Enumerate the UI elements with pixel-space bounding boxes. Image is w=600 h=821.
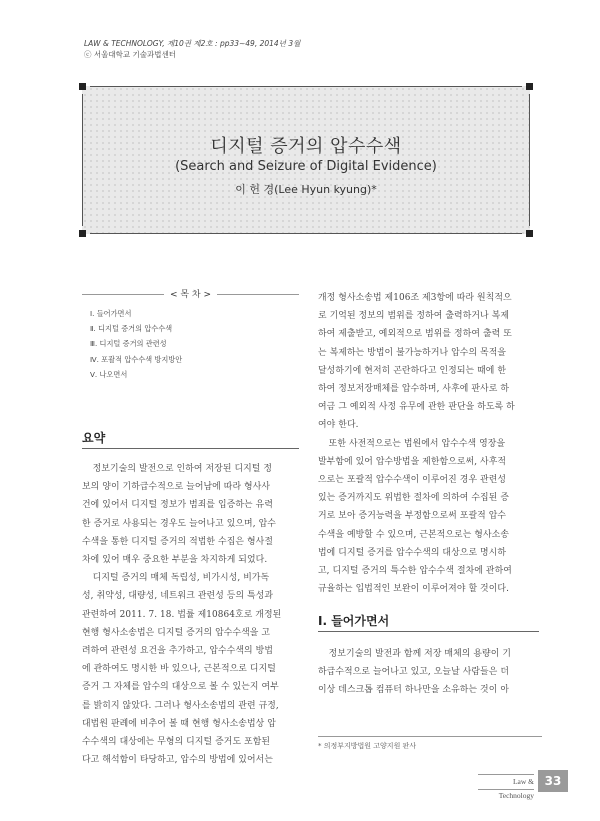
text-line: 으로는 포괄적 압수수색이 이루어진 경우 관련성: [318, 475, 507, 486]
text-line: 정보기술의 발전과 함께 저장 매체의 용량이 기: [328, 649, 511, 659]
journal-publisher: ⓒ 서울대학교 기술과법센터: [84, 50, 176, 59]
text-line: 하여 제출받고, 예외적으로 범위를 정하여 출력 또: [318, 329, 512, 340]
corner-mark: [526, 83, 533, 90]
text-line: 여야 한다.: [318, 420, 359, 431]
toc-item: Ⅲ. 디지털 증거의 관련성: [90, 339, 167, 349]
text-line: 에 관하여도 명시한 바 있으나, 근본적으로 디지털: [82, 664, 276, 675]
toc-heading: < 목 차 >: [169, 290, 212, 300]
text-line: 발부함에 있어 압수방법을 제한함으로써, 사후적: [318, 456, 507, 467]
text-line: 로 기억된 정보의 범위를 정하여 출력하거나 복제: [318, 311, 509, 322]
abstract-body: [82, 460, 302, 769]
title-box: [82, 86, 530, 234]
page-footer: [478, 770, 568, 800]
text-line: 하여 정보저장매체를 압수하며, 사후에 판사로 하: [318, 384, 509, 395]
text-line: 또한 사전적으로는 법원에서 압수수색 영장을: [328, 438, 506, 449]
text-line: 규율하는 입법적인 보완이 이루어져야 할 것이다.: [318, 584, 509, 595]
text-line: 성, 취약성, 대량성, 네트워크 관련성 등의 특성과: [82, 591, 274, 602]
section-rule: [318, 631, 539, 632]
toc-item: Ⅱ. 디지털 증거의 압수수색: [90, 324, 173, 334]
footnote-rule: [318, 736, 542, 737]
text-line: 차에 있어 매우 중요한 부분을 차지하게 되었다.: [82, 555, 268, 566]
intro-body: [318, 645, 542, 700]
text-line: 개정 형사소송법 제106조 제3항에 따라 원칙적으: [318, 293, 512, 303]
text-line: 대법원 판례에 비추어 볼 때 현행 형사소송법상 압: [82, 718, 276, 729]
abstract-heading: 요약: [82, 431, 106, 445]
text-line: 는 복제하는 방법이 불가능하거나 압수의 목적을: [318, 347, 507, 358]
author: 이 헌 경(Lee Hyun kyung)*: [235, 183, 377, 196]
text-line: 디지털 증거의 매체 독립성, 비가시성, 비가독: [92, 573, 270, 584]
toc-list: [90, 306, 182, 382]
abstract-body-continued: [318, 289, 542, 598]
frame-line: [90, 233, 522, 234]
text-line: 수색을 통한 디지털 증거의 적법한 수집은 형사절: [82, 536, 273, 547]
text-line: 수색을 예방할 수 있으며, 근본적으로는 형사소송: [318, 529, 509, 540]
text-line: 있는 증거까지도 위법한 절차에 의하여 수집된 증: [318, 493, 509, 504]
toc-item: Ⅴ. 나오면서: [90, 369, 128, 379]
toc-item: Ⅳ. 포괄적 압수수색 방지방안: [90, 354, 183, 364]
footnote: * 의정부지방법원 고양지원 판사: [318, 742, 417, 750]
text-line: 정보기술의 발전으로 인하여 저장된 디지털 정: [92, 464, 273, 474]
footer-label: Law & Technology: [478, 774, 534, 790]
section-rule: [82, 448, 299, 449]
toc-item: Ⅰ. 들어가면서: [90, 309, 132, 318]
text-line: 여금 그 예외적 사정 유무에 관한 판단을 하도록 하: [318, 402, 515, 413]
frame-line: [90, 86, 522, 87]
text-line: 거로 보아 증거능력을 부정함으로써 포괄적 압수: [318, 511, 507, 522]
journal-citation: LAW & TECHNOLOGY, 제10권 제2호 : pp33∼49, 2014년 3월: [84, 39, 301, 48]
text-line: 달성하기에 현저히 곤란하다고 인정되는 때에 한: [318, 365, 507, 376]
title-english: (Search and Seizure of Digital Evidence): [175, 159, 437, 174]
corner-mark: [79, 83, 86, 90]
text-line: 증거 그 자체를 압수의 대상으로 볼 수 있는지 여부: [82, 682, 279, 693]
title-korean: 디지털 증거의 압수수색: [210, 136, 402, 157]
text-line: 고, 디지털 증거의 특수한 압수수색 절차에 관하여: [318, 566, 512, 577]
journal-header: [84, 38, 300, 60]
page-number: 33: [538, 770, 568, 792]
text-line: 한 증거로 사용되는 경우도 늘어나고 있으며, 압수: [82, 518, 276, 529]
text-line: 관련하여 2011. 7. 18. 법률 제10864호로 개정된: [82, 609, 282, 620]
text-line: 법에 디지털 증거를 압수수색의 대상으로 명시하: [318, 547, 507, 558]
text-line: 현행 형사소송법은 디지털 증거의 압수수색을 고: [82, 627, 271, 638]
text-line: 를 밝히지 않았다. 그러나 형사소송법의 관련 규정,: [82, 700, 279, 711]
text-line: 수수색의 대상에는 무형의 디지털 증거도 포함된: [82, 737, 271, 748]
text-line: 하급수적으로 늘어나고 있고, 오늘날 사람들은 더: [318, 667, 509, 678]
text-line: 이상 데스크톱 컴퓨터 하나만을 소유하는 것이 아: [318, 685, 509, 696]
text-line: 보의 양이 기하급수적으로 늘어남에 따라 형사사: [82, 482, 271, 493]
text-line: 다고 해석함이 타당하고, 압수의 방법에 있어서는: [82, 755, 273, 766]
corner-mark: [526, 230, 533, 237]
text-line: 건에 있어서 디지털 정보가 범죄를 입증하는 유력: [82, 500, 273, 511]
intro-heading: Ⅰ. 들어가면서: [318, 614, 390, 628]
corner-mark: [79, 230, 86, 237]
text-line: 려하여 관련성 요건을 추가하고, 압수수색의 방법: [82, 646, 273, 657]
